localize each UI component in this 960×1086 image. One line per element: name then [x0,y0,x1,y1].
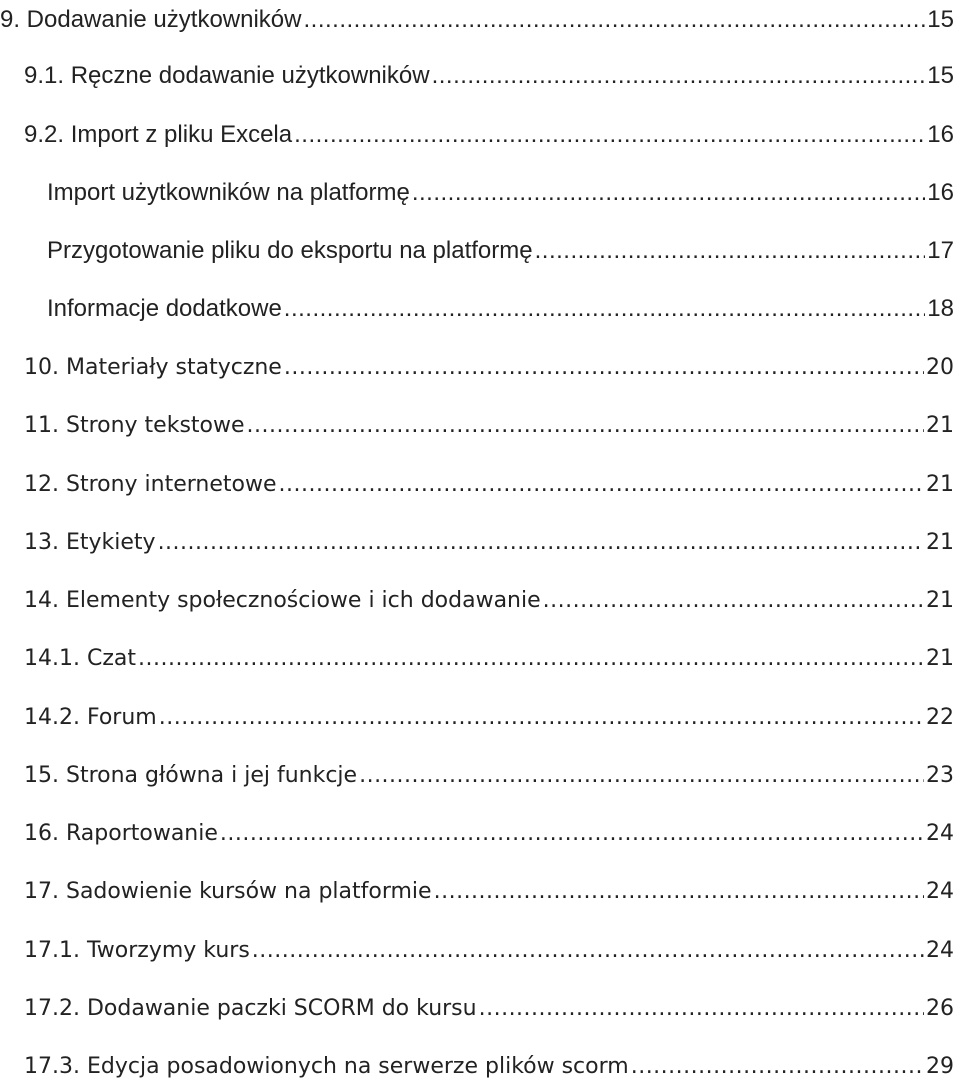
toc-entry-title: 17. Sadowienie kursów na platformie [24,878,432,904]
toc-entry-page: 21 [926,645,954,671]
toc-dot-leader [432,62,926,90]
toc-entry-page: 20 [926,354,954,380]
toc-entry-title: 15. Strona główna i jej funkcje [24,762,358,788]
toc-dot-leader [279,472,924,497]
toc-entry-title: 11. Strony tekstowe [24,412,245,438]
toc-entry[interactable] [0,0,954,40]
toc-entry-title: 14.2. Forum [24,704,157,730]
toc-entry[interactable] [24,813,954,853]
toc-entry[interactable] [24,988,954,1028]
toc-dot-leader [247,413,924,438]
toc-entry-title: 13. Etykiety [24,529,156,555]
toc-entry-title: 17.2. Dodawanie paczki SCORM do kursu [24,995,477,1021]
toc-dot-leader [284,355,924,380]
toc-entry-title: 14.1. Czat [24,645,136,671]
toc-entry-page: 15 [927,6,954,33]
toc-dot-leader [304,6,926,34]
toc-entry-title: 9.2. Import z pliku Excela [24,121,293,148]
toc-entry[interactable] [24,56,954,96]
toc-entry-page: 16 [927,179,954,206]
toc-dot-leader [535,237,926,265]
toc-dot-leader [252,938,924,963]
toc-entry[interactable] [24,871,954,911]
toc-entry-title: 17.3. Edycja posadowionych na serwerze plików scorm [24,1053,629,1079]
toc-entry-page: 21 [926,412,954,438]
toc-entry[interactable] [24,580,954,620]
toc-entry-page: 18 [927,295,954,322]
toc-entry-page: 29 [926,1053,954,1079]
toc-entry-page: 24 [926,878,954,904]
toc-entry[interactable] [24,115,954,155]
toc-entry[interactable] [24,347,954,387]
toc-entry-title: 17.1. Tworzymy kurs [24,937,250,963]
toc-entry-title: 9.1. Ręczne dodawanie użytkowników [24,62,430,89]
toc-entry-title: Import użytkowników na platformę [47,179,410,206]
toc-dot-leader [284,295,926,323]
toc-entry[interactable] [24,405,954,445]
toc-entry-title: Informacje dodatkowe [47,295,282,322]
toc-entry-title: Przygotowanie pliku do eksportu na platformę [47,237,533,264]
toc-entry[interactable] [24,638,954,678]
toc-entry-title: 14. Elementy społecznościowe i ich dodawanie [24,587,541,613]
toc-entry-page: 22 [926,704,954,730]
toc-entry-page: 15 [927,62,954,89]
toc-entry[interactable] [24,930,954,970]
toc-entry-page: 21 [926,529,954,555]
toc-entry-title: 12. Strony internetowe [24,471,277,497]
toc-dot-leader [543,588,924,613]
toc-entry-title: 16. Raportowanie [24,820,218,846]
toc-dot-leader [631,1054,924,1079]
toc-dot-leader [138,646,924,671]
toc-entry[interactable] [24,1046,954,1086]
toc-entry-page: 16 [927,121,954,148]
toc-entry-page: 24 [926,820,954,846]
toc-entry[interactable] [24,464,954,504]
toc-entry[interactable] [24,522,954,562]
toc-dot-leader [479,996,924,1021]
toc-entry-title: 10. Materiały statyczne [24,354,282,380]
toc-dot-leader [220,821,924,846]
toc-dot-leader [159,705,924,730]
toc-entry-page: 23 [926,762,954,788]
toc-entry[interactable] [47,289,954,329]
toc-entry-page: 21 [926,587,954,613]
toc-entry[interactable] [24,697,954,737]
toc-entry[interactable] [47,231,954,271]
toc-dot-leader [359,763,924,788]
toc-entry-page: 26 [926,995,954,1021]
toc-entry[interactable] [24,755,954,795]
toc-dot-leader [434,879,924,904]
toc-entry-title: 9. Dodawanie użytkowników [0,6,302,33]
toc-dot-leader [412,179,925,207]
toc-dot-leader [158,530,924,555]
toc-dot-leader [294,121,925,149]
toc-entry-page: 24 [926,937,954,963]
toc-entry-page: 21 [926,471,954,497]
toc-entry-page: 17 [927,237,954,264]
toc-entry[interactable] [47,173,954,213]
